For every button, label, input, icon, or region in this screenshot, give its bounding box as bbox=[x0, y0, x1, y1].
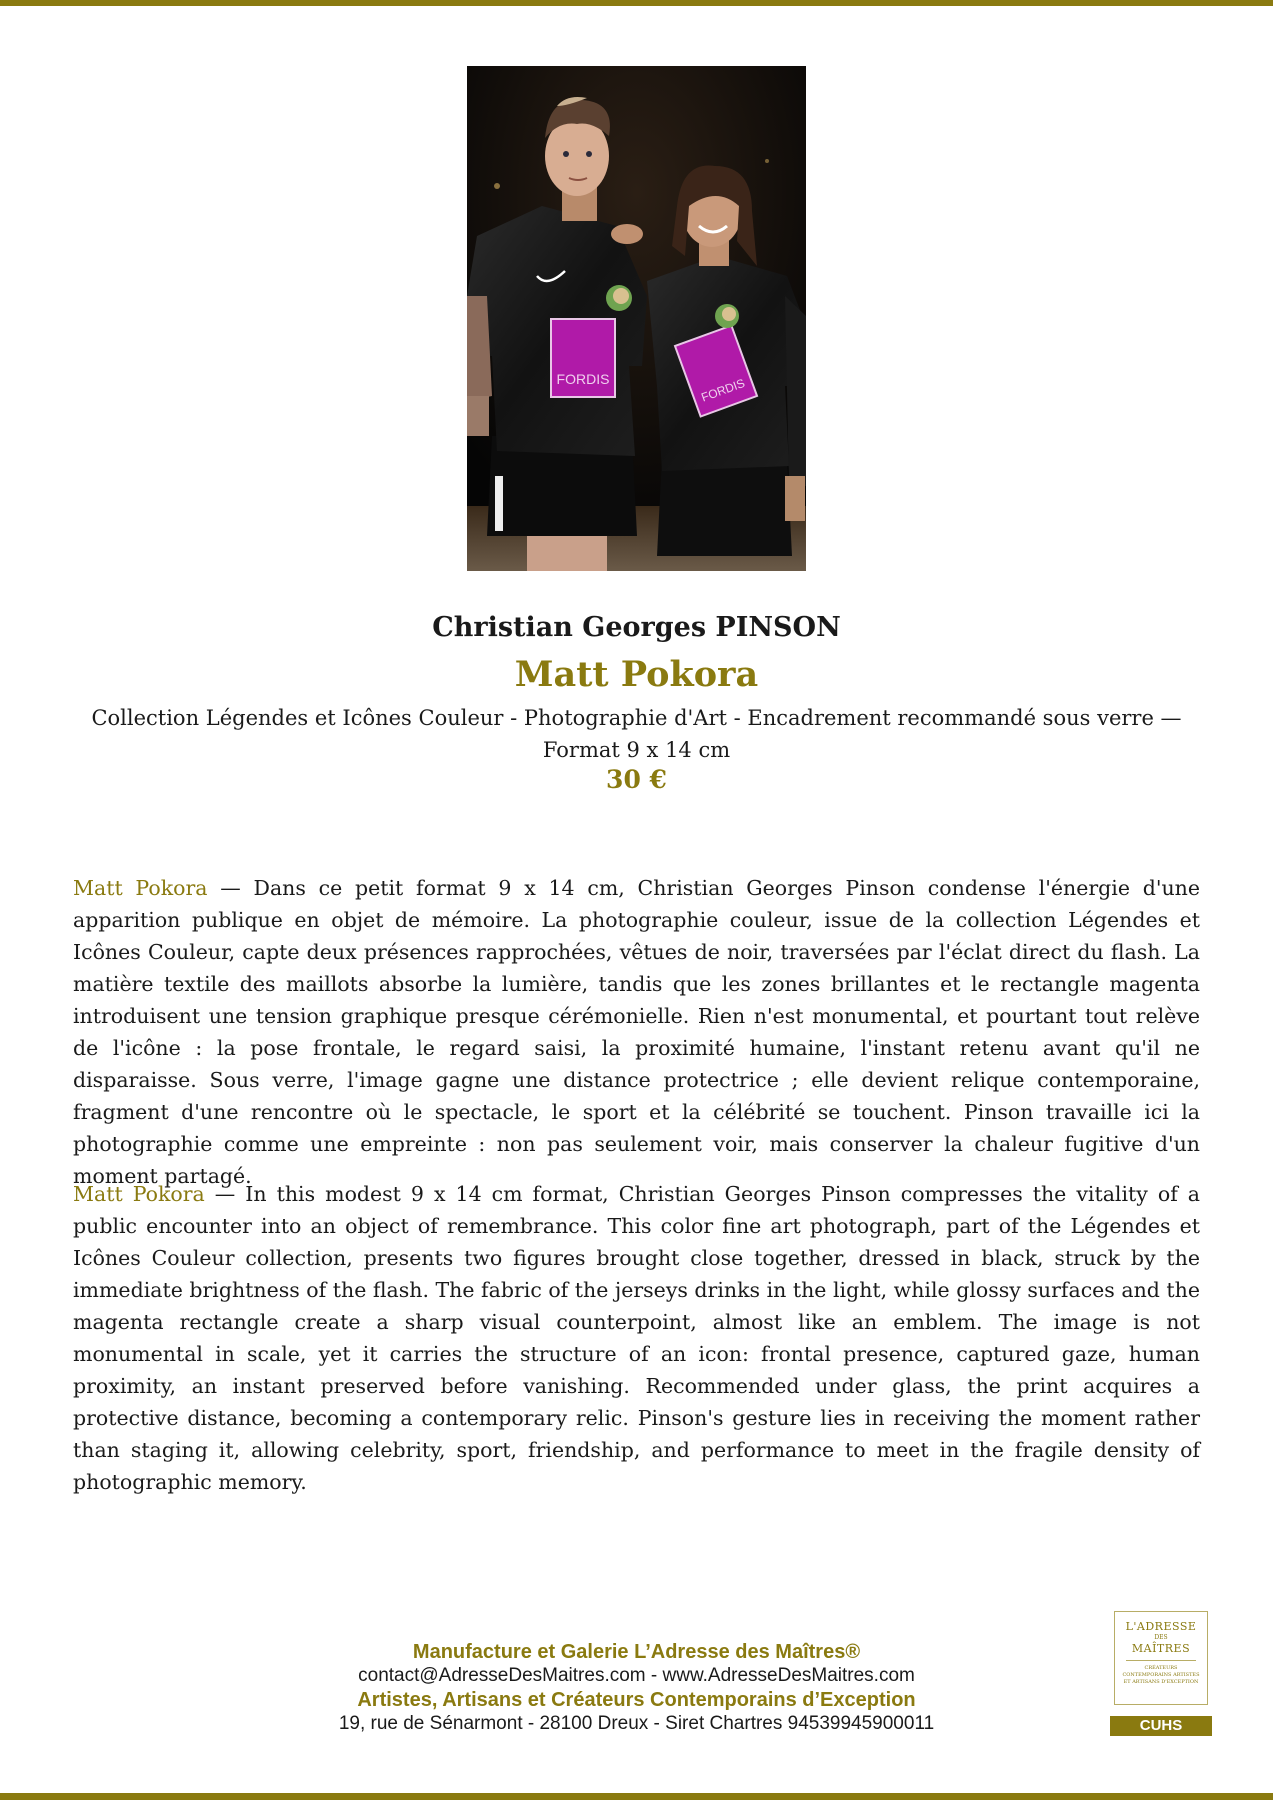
artist-name: Christian Georges PINSON bbox=[432, 612, 841, 643]
description-en-lead: Matt Pokora bbox=[73, 1182, 205, 1206]
footer-gallery-name: Manufacture et Galerie L’Adresse des Maîtres® bbox=[412, 1641, 861, 1663]
footer bbox=[200, 1640, 1073, 1736]
svg-text:FORDIS: FORDIS bbox=[556, 371, 610, 387]
artwork-subtitle: Collection Légendes et Icônes Couleur - Photographie d'Art - Encadrement recommandé sous verre — Format 9 x 14 cm bbox=[91, 706, 1182, 762]
description-fr bbox=[73, 872, 1200, 1192]
description-en bbox=[73, 1178, 1200, 1498]
gallery-logo: L'ADRESSE DES MAÎTRES CRÉATEURS CONTEMPORAINS ARTISTES ET ARTISANS D'EXCEPTION bbox=[1114, 1611, 1208, 1705]
top-rule bbox=[0, 0, 1273, 6]
description-fr-lead: Matt Pokora bbox=[73, 876, 208, 900]
artwork-title: Matt Pokora bbox=[514, 654, 759, 695]
cuhs-badge: CUHS bbox=[1110, 1716, 1212, 1736]
bottom-rule bbox=[0, 1793, 1273, 1800]
description-en-text: — In this modest 9 x 14 cm format, Christian Georges Pinson compresses the vitality of a public encounter into an object of remembrance. This color fine art photograph, part of the Légendes et Icônes Couleur collection, presents two figures brought close together, dressed in black, struck by the immediate brightness of the flash. The fabric of the jerseys drinks in the light, while glossy surfaces and the magenta rectangle create a sharp visual counterpoint, almost like an emblem. The image is not monumental in scale, yet it carries the structure of an icon: frontal presence, captured gaze, human proximity, an instant preserved before vanishing. Recommended under glass, the print acquires a protective distance, becoming a contemporary relic. Pinson's gesture lies in receiving the moment rather than staging it, allowing celebrity, sport, friendship, and performance to meet in the fragile density of photographic memory. bbox=[73, 1182, 1201, 1494]
footer-address: 19, rue de Sénarmont - 28100 Dreux - Siret Chartres 94539945900011 bbox=[338, 1713, 935, 1734]
svg-text:FORDIS: FORDIS bbox=[699, 375, 747, 405]
footer-contact: contact@AdresseDesMaitres.com - www.AdresseDesMaitres.com bbox=[358, 1665, 915, 1686]
artwork-photo bbox=[467, 66, 806, 571]
footer-tagline: Artistes, Artisans et Créateurs Contemporains d’Exception bbox=[357, 1689, 916, 1711]
description-fr-text: — Dans ce petit format 9 x 14 cm, Christian Georges Pinson condense l'énergie d'une apparition publique en objet de mémoire. La photographie couleur, issue de la collection Légendes et Icônes Couleur, capte deux présences rapprochées, vêtues de noir, traversées par l'éclat direct du flash. La matière textile des maillots absorbe la lumière, tandis que les zones brillantes et le rectangle magenta introduisent une tension graphique presque cérémonielle. Rien n'est monumental, et pourtant tout relève de l'icône : la pose frontale, le regard saisi, la proximité humaine, l'instant retenu avant qu'il ne disparaisse. Sous verre, l'image gagne une distance protectrice ; elle devient relique contemporaine, fragment d'une rencontre où le spectacle, le sport et la célébrité se touchent. Pinson travaille ici la photographie comme une empreinte : non pas seulement voir, mais conserver la chaleur fugitive d'un moment partagé. bbox=[73, 876, 1200, 1188]
artwork-price: 30 € bbox=[606, 765, 667, 794]
